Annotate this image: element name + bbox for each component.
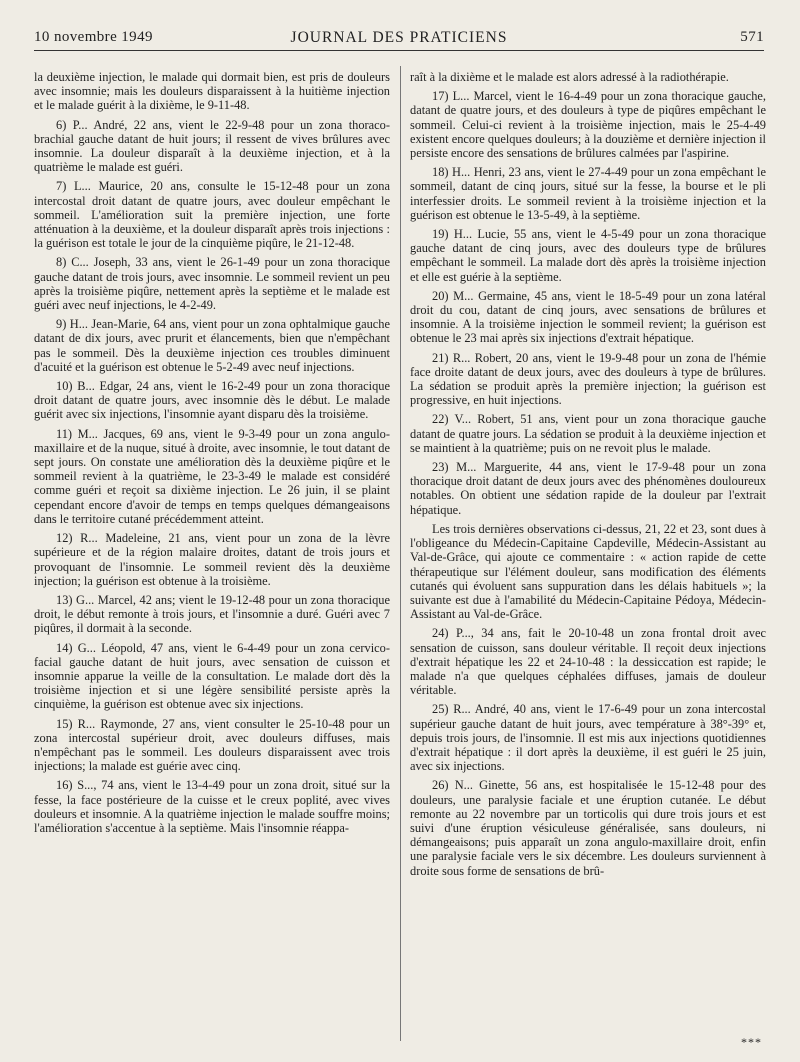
paragraph: 6) P... André, 22 ans, vient le 22-9-48 pour un zona thoraco-brachial gauche datant de huit jours; il ressent de vives brûlures avec insomnie. La douleur disparaît à la deuxième injection, et à la quatrième le malade est guéri. bbox=[34, 117, 390, 175]
paragraph: 9) H... Jean-Marie, 64 ans, vient pour un zona ophtalmique gauche datant de dix jours, avec prurit et élancements, bien que n'empêchant pas le sommeil. Dès la deuxième injection ces troubles diminuent d'acuité et la guérison est obtenue le 5-2-49 avec neuf injections. bbox=[34, 317, 390, 374]
paragraph: 19) H... Lucie, 55 ans, vient le 4-5-49 pour un zona thoracique gauche datant de cinq jours, avec des douleurs type de brûlures empêchant le sommeil. La malade dort dès après la troisième injection et elle est guérie à la septième. bbox=[410, 227, 766, 284]
continuation-mark: *** bbox=[741, 1035, 762, 1049]
paragraph: 26) N... Ginette, 56 ans, est hospitalisée le 15-12-48 pour des douleurs, une paralysie faciale et une éruption cutanée. Le début remonte au 22 novembre par un torticolis qui dure trois jours et est suivi d'une éruption vésiculeuse généralisée, sans douleurs, ni démangeaisons; puis apparaît un zona angulo-maxillaire droit, enfin une paralysie faciale vers le six décembre. Les douleurs surviennent à droite sous forme de sensations de brû- bbox=[410, 778, 766, 878]
paragraph: 16) S..., 74 ans, vient le 13-4-49 pour un zona droit, situé sur la fesse, la face postérieure de la cuisse et le creux poplité, avec vives douleurs et insomnie. A la quatrième injection le malade souffre moins; l'amélioration s'accentue à la septième. Mais l'insomnie réappa- bbox=[34, 778, 390, 835]
paragraph: 18) H... Henri, 23 ans, vient le 27-4-49 pour un zona empêchant le sommeil, datant de cinq jours, situé sur la fesse, la bourse et le pli interfessier droits. Le sommeil revient à la troisième injection et la guérison est obtenue le 13-5-49, à la septième. bbox=[410, 165, 766, 222]
journal-title: JOURNAL DES PRATICIENS bbox=[290, 29, 508, 46]
paragraph: 7) L... Maurice, 20 ans, consulte le 15-12-48 pour un zona intercostal droit datant de quatre jours, avec douleur empêchant le sommeil. L'amélioration suit la première injection, une forte atténuation à la deuxième, et la douleur disparaît après trois injections : la guérison est totale le jour de la cinquième piqûre, le 21-12-48. bbox=[34, 179, 390, 251]
paragraph: 15) R... Raymonde, 27 ans, vient consulter le 25-10-48 pour un zona intercostal supérieur droit, avec douleurs diffuses, mais n'empêchant pas le sommeil. Les douleurs disparaissent avec trois injections; la malade est guérie avec cinq. bbox=[34, 716, 390, 774]
paragraph: 13) G... Marcel, 42 ans; vient le 19-12-48 pour un zona thoracique droit, le début remonte à trois jours, et l'insomnie a duré. Guéri avec 7 piqûres, il dormait à la seconde. bbox=[34, 592, 390, 636]
paragraph: 25) R... André, 40 ans, vient le 17-6-49 pour un zona intercostal supérieur gauche datant de huit jours, avec température à 38°-39° et, depuis trois jours, de l'insomnie. Il est mis aux injections quotidiennes d'extrait hépatique : il dort après la deuxième, il est guéri le 25 juin, avec six injections. bbox=[410, 702, 766, 774]
paragraph: Les trois dernières observations ci-dessus, 21, 22 et 23, sont dues à l'obligeance du Médecin-Capitaine Capdeville, Médecin-Assistant au Val-de-Grâce, qui ajoute ce commentaire : « action rapide de cette thérapeutique sur l'élément douleur, sans modification des éléments cutanés qui évoluent sans suppuration dans les délais habituels »; la suivante est due à l'amabilité du Médecin-Capitaine Pédoya, Médecin-Assistant au Val-de-Grâce. bbox=[410, 521, 766, 622]
paragraph: 10) B... Edgar, 24 ans, vient le 16-2-49 pour un zona thoracique droit datant de quatre jours, avec insomnie dès le début. Le malade guérit avec six injections, l'insomnie ayant disparu dès la troisième. bbox=[34, 379, 390, 422]
paragraph: 22) V... Robert, 51 ans, vient pour un zona thoracique gauche datant de quatre jours. La sédation se produit à la deuxième injection et se maintient à la quatrième; puis on ne revoit plus le malade. bbox=[410, 412, 766, 455]
paragraph: 21) R... Robert, 20 ans, vient le 19-9-48 pour un zona de l'hémie face droite datant de deux jours, avec des douleurs à type de brûlures. La sédation se produit après la première injection; la guérison est progressive, en huit injections. bbox=[410, 350, 766, 408]
running-header bbox=[34, 26, 764, 51]
paragraph: 11) M... Jacques, 69 ans, vient le 9-3-49 pour un zona angulo-maxillaire et de la nuque, situé à droite, avec insomnie, le tout datant de sept jours. On constate une amélioration dès la deuxième piqûre et le sommeil revient à la quatrième, le 23-3-49 le malade est considéré comme guéri et reçoit sa dixième injection. Le 26 juin, il se plaint cependant encore d'avoir de temps en temps quelques démangeaisons dans le territoire cutané précédemment atteint. bbox=[34, 426, 390, 526]
paragraph: 24) P..., 34 ans, fait le 20-10-48 un zona frontal droit avec sensation de cuisson, sans douleur véritable. Il reçoit deux injections d'extrait hépatique les 22 et 24-10-48 : la dessiccation est rapide; le malade n'a que quelques céphalées diffuses, jamais de douleur véritable. bbox=[410, 626, 766, 698]
issue-date: 10 novembre 1949 bbox=[34, 29, 153, 45]
page-number: 571 bbox=[740, 29, 764, 45]
paragraph: 17) L... Marcel, vient le 16-4-49 pour un zona thoracique gauche, datant de quatre jours, et des douleurs à type de piqûres empêchant le sommeil. Celui-ci revient à la troisième injection, mais le 25-4-49 existent encore quelques douleurs; à la douzième et dernière injection il persiste encore des sensations de brûlures calmées par l'aspirine. bbox=[410, 89, 766, 161]
left-column bbox=[34, 70, 390, 1045]
paragraph: 12) R... Madeleine, 21 ans, vient pour un zona de la lèvre supérieure et de la région malaire droites, datant de trois jours et provoquant de l'insomnie. Le sommeil revient dès la deuxième injection; la guérison est obtenue à la troisième. bbox=[34, 531, 390, 588]
right-column bbox=[410, 70, 766, 1045]
paragraph: la deuxième injection, le malade qui dormait bien, est pris de douleurs avec insomnie; mais les douleurs disparaissent à la huitième injection et le malade guérit à la dixième, le 9-11-48. bbox=[34, 70, 390, 113]
paragraph: raît à la dixième et le malade est alors adressé à la radiothérapie. bbox=[410, 70, 729, 84]
paragraph: 23) M... Marguerite, 44 ans, vient le 17-9-48 pour un zona thoracique droit datant de deux jours avec des phénomènes douloureux notables. On obtient une sédation rapide de la douleur par l'extrait hépatique. bbox=[410, 460, 766, 517]
paragraph: 20) M... Germaine, 45 ans, vient le 18-5-49 pour un zona latéral droit du cou, datant de cinq jours, avec sensations de brûlures et insomnie. A la troisième injection le sommeil revient; la guérison est obtenue le 23 mai après six injections d'extrait hépatique. bbox=[410, 288, 766, 346]
column-divider bbox=[400, 66, 401, 1041]
paragraph: 8) C... Joseph, 33 ans, vient le 26-1-49 pour un zona thoracique gauche datant de trois jours, avec insomnie. Le sommeil revient un peu après la troisième piqûre, nettement après la septième et le malade est guéri avec neuf injections, le 4-2-49. bbox=[34, 255, 390, 313]
paragraph: 14) G... Léopold, 47 ans, vient le 6-4-49 pour un zona cervico-facial gauche datant de huit jours, avec sensation de cuisson et insomnie apparue la veille de la consultation. Le malade dort dès la troisième injection et si une légère sensibilité persiste après la cinquième, la guérison est obtenue avec six injections. bbox=[34, 640, 390, 712]
